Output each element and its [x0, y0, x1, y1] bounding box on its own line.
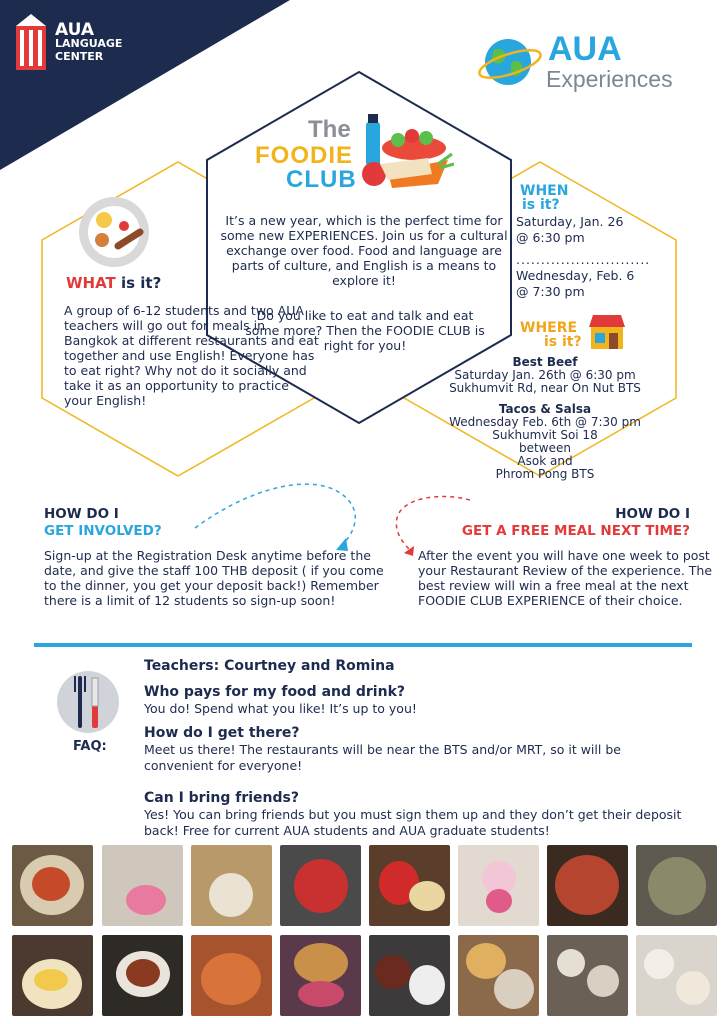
food-photo: [458, 845, 539, 926]
globe-icon: [478, 36, 544, 88]
faq-item: [144, 724, 694, 774]
involved-body: Sign-up at the Registration Desk anytime before the date, and give the staff 100 THB deposit ( if you come to the dinner, you get your deposit back!) Remember there is a limit of 12 students so sign-up soon!: [44, 548, 384, 608]
food-photo: [547, 935, 628, 1016]
faq-item: [144, 683, 694, 717]
food-photo-collage: [12, 845, 714, 1017]
free-meal-heading: HOW DO I GET A FREE MEAL NEXT TIME?: [461, 506, 690, 539]
what-body: A group of 6-12 students and two AUA teachers will go out for meals in Bangkok at different restaurants and eat together and use English! Everyone has to eat right? Why not do it socially and take it as an opportunity to practice your English!: [64, 303, 319, 408]
faq-item: [144, 789, 694, 839]
club-title-the: The: [308, 116, 351, 143]
faq-question: How do I get there?: [144, 725, 300, 741]
food-photo: [280, 845, 361, 926]
food-photo: [191, 935, 272, 1016]
experiences-title: AUA: [548, 30, 622, 68]
food-photo: [458, 935, 539, 1016]
free-meal-body: After the event you will have one week to post your Restaurant Review of the experience. The best review will win a free meal at the next FOODIE CLUB EXPERIENCE of their choice.: [418, 548, 713, 608]
teachers-line: Teachers: Courtney and Romina: [144, 658, 395, 674]
club-intro: It’s a new year, which is the perfect time for some new EXPERIENCES. Join us for a cultural exchange over food. Food and language are parts of culture, and English is a means to explore it!: [220, 213, 508, 288]
club-title-foodie: FOODIE: [255, 142, 354, 169]
plate-of-food-icon: [78, 196, 150, 268]
aua-logo-text: AUA LANGUAGE CENTER: [55, 20, 123, 63]
food-photo: [547, 845, 628, 926]
aua-logo-icon: [12, 12, 50, 72]
cutlery-icon: [56, 670, 120, 734]
food-photo: [12, 845, 93, 926]
faq-question: Can I bring friends?: [144, 790, 299, 806]
when-details: Saturday, Jan. 26 @ 6:30 pm ........................... Wednesday, Feb. 6 @ 7:30 pm: [516, 214, 651, 299]
club-question: Do you like to eat and talk and eat some more? Then the FOODIE CLUB is right for you!: [245, 308, 485, 353]
what-heading: WHAT is it?: [66, 274, 162, 292]
food-photo: [12, 935, 93, 1016]
faq-answer: You do! Spend what you like! It’s up to you!: [144, 701, 417, 716]
food-basket-icon: [358, 108, 454, 194]
faq-answer: Yes! You can bring friends but you must sign them up and they don’t get their deposit back! Free for current AUA students and AUA graduate students!: [144, 807, 682, 838]
food-photo: [280, 935, 361, 1016]
experiences-subtitle: Experiences: [546, 66, 673, 92]
where-details: Best Beef Saturday Jan. 26th @ 6:30 pm Sukhumvit Rd, near On Nut BTS Tacos & Salsa Wednesday Feb. 6th @ 7:30 pm Sukhumvit Soi 18 between Asok and Phrom Pong BTS: [449, 355, 641, 481]
section-divider: [34, 643, 692, 647]
where-heading: WHERE is it?: [520, 320, 582, 350]
faq-label: FAQ:: [73, 739, 107, 754]
when-heading: WHEN is it?: [520, 183, 569, 213]
store-icon: [587, 311, 627, 351]
food-photo: [102, 935, 183, 1016]
food-photo: [102, 845, 183, 926]
food-photo: [369, 845, 450, 926]
food-photo: [636, 935, 717, 1016]
faq-answer: Meet us there! The restaurants will be near the BTS and/or MRT, so it will be convenient for everyone!: [144, 742, 621, 773]
food-photo: [636, 845, 717, 926]
food-photo: [369, 935, 450, 1016]
faq-question: Who pays for my food and drink?: [144, 684, 406, 700]
club-title-club: CLUB: [286, 166, 357, 193]
involved-heading: HOW DO I GET INVOLVED?: [44, 506, 162, 539]
food-photo: [191, 845, 272, 926]
